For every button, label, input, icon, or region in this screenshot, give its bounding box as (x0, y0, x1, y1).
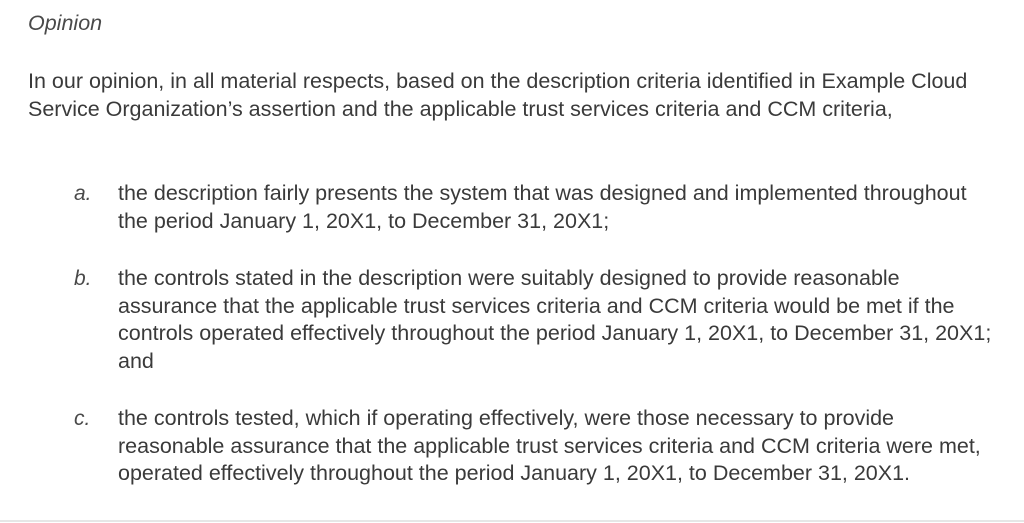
section-heading: Opinion (28, 11, 103, 35)
intro-paragraph: In our opinion, in all material respects, based on the description criteria identified in Example Cloud Service Organization’s assertion and the applicable trust services criteria and CCM criteria, (28, 69, 968, 121)
list-item-text: the controls stated in the description were suitably designed to provide reasonable assurance that the applicable trust services criteria and CCM criteria would be met if the controls operated effectively throughout the period January 1, 20X1, to December 31, 20X1; and (118, 266, 992, 373)
list-item-letter: c. (74, 407, 91, 430)
list-item-letter: b. (74, 267, 92, 290)
list-item-letter: a. (74, 182, 92, 205)
list-item-text: the description fairly presents the system that was designed and implemented throughout the period January 1, 20X1, to December 31, 20X1; (118, 181, 967, 233)
page-divider (0, 520, 1024, 522)
list-item-text: the controls tested, which if operating effectively, were those necessary to provide reasonable assurance that the applicable trust services criteria and CCM criteria were met, operated effectively throughout the period January 1, 20X1, to December 31, 20X1. (118, 406, 981, 485)
